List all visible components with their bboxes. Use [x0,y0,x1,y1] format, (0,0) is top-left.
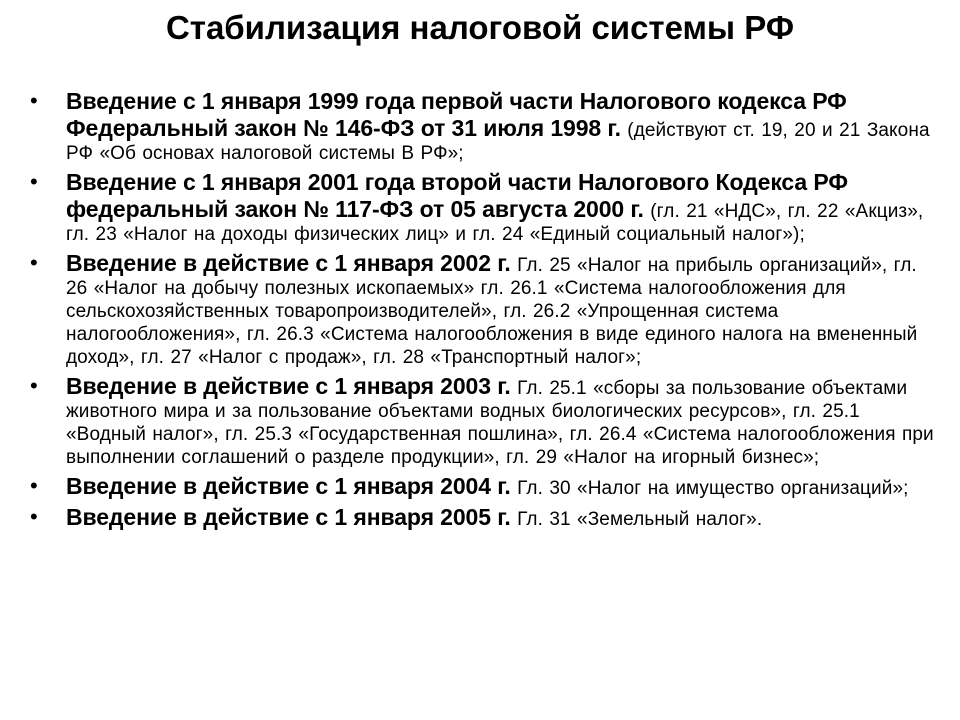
bullet-lead-text: Введение в действие с 1 января 2002 г. [66,250,511,276]
bullet-lead-text: Введение в действие с 1 января 2003 г. [66,373,511,399]
bullet-item-2001 [28,169,940,246]
bullet-lead-text: Введение с 1 января 1999 года первой части Налогового кодекса РФ Федеральный закон № 146-ФЗ от 31 июля 1998 г. [66,88,847,141]
bullet-dot-icon: • [30,88,38,113]
bullet-lead-text: Введение в действие с 1 января 2005 г. [66,504,511,530]
bullet-detail-text: Гл. 31 «Земельный налог». [510,509,763,530]
bullet-item-2005 [28,504,940,531]
bullet-lead-text: Введение в действие с 1 января 2004 г. [66,473,511,499]
bullet-detail-text: Гл. 25.1 «сборы за пользование объектами животного мира и за пользование объектами водных биологических ресурсов», гл. 25.1 «Водный налог», гл. 25.3 «Государственная пошлина», гл. 26.4 «Система налогообложения при выполнении соглашений о разделе продукции», гл. 29 «Налог на игорный бизнес»; [66,378,934,468]
bullet-detail-text: (гл. 21 «НДС», гл. 22 «Акциз», гл. 23 «Налог на доходы физических лиц» и гл. 24 «Единый социальный налог»); [66,201,924,245]
bullet-dot-icon: • [30,473,38,498]
bullet-detail-text: (действуют ст. 19, 20 и 21 Закона РФ «Об основах налоговой системы В РФ»; [66,120,930,164]
bullet-dot-icon: • [30,250,38,275]
bullet-detail-text: Гл. 30 «Налог на имущество организаций»; [510,478,909,499]
bullet-detail-text: Гл. 25 «Налог на прибыль организаций», гл. 26 «Налог на добычу полезных ископаемых» гл. 26.1 «Система налогообложения для сельскохозяйственных товаропроизводителей», гл. 26.2 «Упрощенная система налогообложения», гл. 26.3 «Система налогообложения в виде единого налога на вмененный доход», гл. 27 «Налог с продаж», гл. 28 «Транспортный налог»; [66,255,918,368]
bullet-item-1999 [28,88,940,165]
bullet-item-2004 [28,473,940,500]
bullet-list [28,88,940,535]
bullet-dot-icon: • [30,169,38,194]
bullet-item-2003 [28,373,940,469]
bullet-item-2002 [28,250,940,369]
bullet-lead-text: Введение с 1 января 2001 года второй части Налогового Кодекса РФ федеральный закон № 117-ФЗ от 05 августа 2000 г. [66,169,848,222]
bullet-dot-icon: • [30,373,38,398]
bullet-dot-icon: • [30,504,38,529]
slide-title: Стабилизация налоговой системы РФ [165,9,795,46]
